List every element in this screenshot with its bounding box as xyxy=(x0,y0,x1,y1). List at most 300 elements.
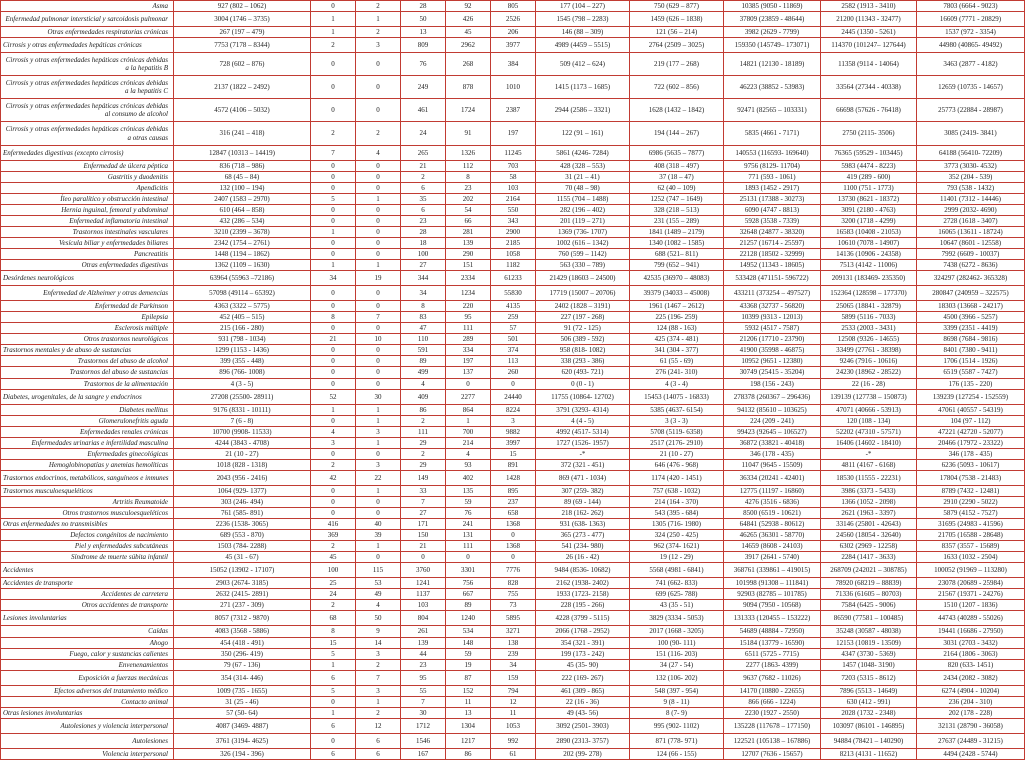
cell: 6 xyxy=(311,670,356,685)
cell: 34 xyxy=(491,659,536,670)
cell: 461 xyxy=(401,99,446,122)
table-row xyxy=(1,541,1025,552)
cell: 12775 (11197 - 16860) xyxy=(724,485,821,496)
cell: 13 xyxy=(446,707,491,718)
cell: 0 xyxy=(311,345,356,356)
cell: 10 xyxy=(356,334,401,345)
cell: 5895 xyxy=(491,611,536,626)
cell: 699 (625- 788) xyxy=(630,589,724,600)
cell: 55830 xyxy=(491,286,536,301)
cell: 425 (374 - 481) xyxy=(630,334,724,345)
cell: 22128 (18502 - 32999) xyxy=(724,248,821,259)
row-label: Cirrosis y otras enfermedades hepáticas crónicas debidas a otras causas xyxy=(1,122,174,145)
table-row xyxy=(1,626,1025,637)
cell: 289 xyxy=(446,334,491,345)
cell: 149 xyxy=(401,470,446,485)
cell: 135 xyxy=(446,485,491,496)
cell: 94884 (78421 – 140290) xyxy=(821,733,917,748)
table-row xyxy=(1,648,1025,659)
table-row xyxy=(1,248,1025,259)
table-row xyxy=(1,563,1025,578)
cell: 7 xyxy=(356,670,401,685)
table-row xyxy=(1,696,1025,707)
cell: 30 xyxy=(356,389,401,404)
cell: 0 xyxy=(356,367,401,378)
cell: 2407 (1583 – 2970) xyxy=(174,193,311,204)
cell: 303 (246- 494) xyxy=(174,496,311,507)
cell: 214 (164 - 370) xyxy=(630,496,724,507)
cell: 2277 (1863- 4399) xyxy=(724,659,821,670)
cell: 278378 (260367 – 296436) xyxy=(724,389,821,404)
cell: 15 xyxy=(491,448,536,459)
cell: 307 (259- 382) xyxy=(536,485,630,496)
cell: 7896 (5513 - 14649) xyxy=(821,685,917,696)
cell: 2764 (2509 – 3025) xyxy=(630,38,724,53)
cell: 1058 xyxy=(491,248,536,259)
row-label: Cirrosis y otras enfermedades hepáticas crónicas debidas al consumo de alcohol xyxy=(1,99,174,122)
cell: 24230 (18962 - 28522) xyxy=(821,367,917,378)
cell: 864 xyxy=(446,404,491,415)
cell: 703 xyxy=(491,160,536,171)
cell: 3997 xyxy=(491,437,536,448)
cell: 176 (135 - 220) xyxy=(917,378,1025,389)
cell: 0 xyxy=(311,215,356,226)
table-row xyxy=(1,685,1025,696)
cell: 454 (418 - 491) xyxy=(174,637,311,648)
table-row xyxy=(1,600,1025,611)
cell: 793 (538 - 1432) xyxy=(917,182,1025,193)
cell: 21257 (16714 - 25597) xyxy=(724,237,821,248)
cell: 86 xyxy=(401,404,446,415)
row-label: Trastornos musculoesqueléticos xyxy=(1,485,174,496)
cell: 343 xyxy=(491,215,536,226)
cell: 2277 xyxy=(446,389,491,404)
cell: 1 xyxy=(356,485,401,496)
table-row xyxy=(1,530,1025,541)
cell: 3 xyxy=(356,459,401,470)
cell: 533428 (471151- 596722) xyxy=(724,271,821,286)
cell: 14 xyxy=(356,637,401,648)
cell: 152 xyxy=(446,685,491,696)
cell: 2 xyxy=(311,459,356,470)
cell: 202 xyxy=(446,193,491,204)
cell: 44 xyxy=(401,648,446,659)
cell: 3092 (2501- 3903) xyxy=(536,718,630,733)
cell: 0 xyxy=(311,248,356,259)
cell: 24 xyxy=(311,589,356,600)
cell: -* xyxy=(821,448,917,459)
table-row xyxy=(1,415,1025,426)
table-row xyxy=(1,286,1025,301)
cell: 341 (304 - 377) xyxy=(630,345,724,356)
cell: 2402 (1828 – 3191) xyxy=(536,301,630,312)
row-label: Enfermedad de Parkinson xyxy=(1,301,174,312)
cell: 326 (194 - 396) xyxy=(174,748,311,759)
cell: 45 (35- 90) xyxy=(536,659,630,670)
cell: 197 xyxy=(446,356,491,367)
cell: 43 (35 - 51) xyxy=(630,600,724,611)
row-label: Defectos congénitos de nacimiento xyxy=(1,530,174,541)
cell: 49 xyxy=(356,589,401,600)
cell: 1002 (616 – 1342) xyxy=(536,237,630,248)
cell: 59 xyxy=(446,496,491,507)
cell: 231 (155 – 289) xyxy=(630,215,724,226)
cell: 927 (802 – 1062) xyxy=(174,1,311,12)
table-row xyxy=(1,378,1025,389)
cell: 6 xyxy=(401,204,446,215)
cell: 290 xyxy=(446,248,491,259)
cell: 8 xyxy=(401,301,446,312)
row-label: Otras enfermedades no transmisibles xyxy=(1,519,174,530)
cell: 21 xyxy=(401,541,446,552)
cell: 138 xyxy=(491,637,536,648)
row-label: Enfermedad de Alzheimer y otras demencias xyxy=(1,286,174,301)
cell: 1 xyxy=(311,404,356,415)
cell: 94132 (85610 – 103625) xyxy=(724,404,821,415)
row-label: Accidentes de carretera xyxy=(1,589,174,600)
cell: 2 xyxy=(401,415,446,426)
cell: 7513 (4142 - 11006) xyxy=(821,260,917,271)
cell: 8 (7- 9) xyxy=(630,707,724,718)
cell: 27 xyxy=(401,508,446,519)
cell: 92903 (82785 – 101785) xyxy=(724,589,821,600)
cell: 3271 xyxy=(491,626,536,637)
cell: 121 (56 – 214) xyxy=(630,27,724,38)
cell: 112 xyxy=(446,160,491,171)
cell: 1537 (972 - 3354) xyxy=(917,27,1025,38)
cell: 354 (321 - 391) xyxy=(536,637,630,648)
cell: 2728 (1618 - 3407) xyxy=(917,215,1025,226)
cell: 1155 (704 – 1488) xyxy=(536,193,630,204)
cell: 15184 (13779 - 16590) xyxy=(724,637,821,648)
cell: 2 xyxy=(356,659,401,670)
cell: 799 (652 – 941) xyxy=(630,260,724,271)
cell: 10399 (9313 - 12013) xyxy=(724,312,821,323)
cell: 10610 (7078 - 14907) xyxy=(821,237,917,248)
cell: 630 (412 - 991) xyxy=(821,696,917,707)
cell: 0 xyxy=(311,76,356,99)
cell: 958 (818- 1082) xyxy=(536,345,630,356)
cell: 0 xyxy=(401,552,446,563)
cell: 53 xyxy=(356,578,401,589)
cell: 91 xyxy=(446,122,491,145)
cell: 728 (602 – 876) xyxy=(174,53,311,76)
cell: 5385 (4637- 6154) xyxy=(630,404,724,415)
row-label: Hernia inguinal, femoral y abdominal xyxy=(1,204,174,215)
cell: 931 (798 - 1034) xyxy=(174,334,311,345)
cell: 139 xyxy=(446,237,491,248)
cell: 14136 (10906 - 24358) xyxy=(821,248,917,259)
cell: 402 xyxy=(446,470,491,485)
cell: 40 xyxy=(356,519,401,530)
cell: 3 xyxy=(356,426,401,437)
cell: 29 xyxy=(401,437,446,448)
cell: 0 xyxy=(311,53,356,76)
cell: 31 (21 – 41) xyxy=(536,171,630,182)
cell: 202 (178 - 228) xyxy=(917,707,1025,718)
row-label: Lesiones involuntarias xyxy=(1,611,174,626)
cell: 100 xyxy=(401,248,446,259)
cell: 30 xyxy=(401,707,446,718)
cell: 820 (633- 1451) xyxy=(917,659,1025,670)
table-row xyxy=(1,748,1025,759)
cell: 1633 (1032 - 2504) xyxy=(917,552,1025,563)
cell: 68 (45 – 84) xyxy=(174,171,311,182)
row-label: Enfermedad inflamatoria intestinal xyxy=(1,215,174,226)
cell: 3031 (2703 - 3432) xyxy=(917,637,1025,648)
cell: 416 xyxy=(311,519,356,530)
cell: 0 xyxy=(311,415,356,426)
cell: 1304 xyxy=(446,718,491,733)
cell: 3399 (2351 - 4419) xyxy=(917,323,1025,334)
cell: 115 xyxy=(356,563,401,578)
table-row xyxy=(1,552,1025,563)
cell: 689 (553 - 870) xyxy=(174,530,311,541)
cell: 1 xyxy=(356,12,401,27)
row-label: Íleo paralítico y obstrucción intestinal xyxy=(1,193,174,204)
cell: 171 xyxy=(401,519,446,530)
row-label: Exposición a fuerzas mecánicas xyxy=(1,670,174,685)
cell: 282 (196 – 402) xyxy=(536,204,630,215)
cell: 10700 (9908- 11533) xyxy=(174,426,311,437)
cell: 1628 (1432 – 1842) xyxy=(630,99,724,122)
cell: 33499 (27761 - 38398) xyxy=(821,345,917,356)
cell: 419 (289 - 600) xyxy=(821,171,917,182)
cell: 9484 (8536- 10682) xyxy=(536,563,630,578)
cell: 1503 (784- 2288) xyxy=(174,541,311,552)
table-row xyxy=(1,707,1025,718)
cell: 13 xyxy=(401,27,446,38)
cell: 76 xyxy=(446,508,491,519)
cell: 4363 (3322 – 5775) xyxy=(174,301,311,312)
cell: 4 xyxy=(401,378,446,389)
cell: 27208 (25500- 28911) xyxy=(174,389,311,404)
table-row xyxy=(1,611,1025,626)
table-row xyxy=(1,301,1025,312)
cell: 2 xyxy=(311,38,356,53)
cell: 2137 (1822 – 2492) xyxy=(174,76,311,99)
cell: 139 xyxy=(401,637,446,648)
cell: 50 xyxy=(356,611,401,626)
cell: 316 (241 – 418) xyxy=(174,122,311,145)
cell: 891 xyxy=(491,459,536,470)
cell: 10952 (9651 - 12380) xyxy=(724,356,821,367)
row-label: Enfermedades digestivas (excepto cirrosis) xyxy=(1,145,174,160)
cell: 3773 (3030- 4532) xyxy=(917,160,1025,171)
row-label: Trastornos del abuso de sustancias xyxy=(1,367,174,378)
cell: 1706 (1514 - 1926) xyxy=(917,356,1025,367)
table-row xyxy=(1,99,1025,122)
cell: 1727 (1526- 1957) xyxy=(536,437,630,448)
cell: 8698 (7684 - 9816) xyxy=(917,334,1025,345)
cell: 76365 (59529 - 103445) xyxy=(821,145,917,160)
cell: 7753 (7178 – 8344) xyxy=(174,38,311,53)
table-row xyxy=(1,470,1025,485)
cell: 0 xyxy=(356,552,401,563)
cell: 755 xyxy=(491,589,536,600)
cell: 1 xyxy=(356,696,401,707)
cell: 58 xyxy=(491,171,536,182)
cell: 103097 (86101 - 146895) xyxy=(821,718,917,733)
cell: 103 xyxy=(401,600,446,611)
row-label: Pancreatitis xyxy=(1,248,174,259)
table-row xyxy=(1,485,1025,496)
row-label: Autolesiones y violencia interpersonal xyxy=(1,718,174,733)
cell: 1241 xyxy=(401,578,446,589)
cell: 12707 (7636 - 15657) xyxy=(724,748,821,759)
cell: 103 xyxy=(491,182,536,193)
cell: 1893 (1452 - 2917) xyxy=(724,182,821,193)
cell: 1712 xyxy=(401,718,446,733)
cell: 878 xyxy=(446,76,491,99)
table-row xyxy=(1,404,1025,415)
row-label: Gastritis y duodenitis xyxy=(1,171,174,182)
cell: 35 xyxy=(401,193,446,204)
cell: 55 xyxy=(401,685,446,696)
cell: 47061 (40557 - 54319) xyxy=(917,404,1025,415)
cell: 828 xyxy=(491,578,536,589)
cell: 19 xyxy=(356,271,401,286)
table-row xyxy=(1,733,1025,748)
cell: 14170 (10880 - 22655) xyxy=(724,685,821,696)
cell: 2 xyxy=(356,1,401,12)
cell: 896 (766- 1008) xyxy=(174,367,311,378)
cell: 5899 (5116 - 7033) xyxy=(821,312,917,323)
cell: 220 xyxy=(446,301,491,312)
cell: 0 xyxy=(356,323,401,334)
cell: 111 xyxy=(401,426,446,437)
cell: 39 xyxy=(356,530,401,541)
cell: 6 xyxy=(356,733,401,748)
cell: 259 xyxy=(491,312,536,323)
cell: 92 xyxy=(446,1,491,12)
cell: 563 (330 – 789) xyxy=(536,260,630,271)
cell: 19441 (16686 - 27950) xyxy=(917,626,1025,637)
table-row xyxy=(1,519,1025,530)
cell: 3986 (3373 - 5433) xyxy=(821,485,917,496)
table-row xyxy=(1,367,1025,378)
cell: 151 (116- 203) xyxy=(630,648,724,659)
cell: 44980 (40865- 49492) xyxy=(917,38,1025,53)
cell: 28 xyxy=(401,226,446,237)
cell: 89 xyxy=(446,600,491,611)
row-label: Artritis Reumatoide xyxy=(1,496,174,507)
table-row xyxy=(1,389,1025,404)
cell: 2434 (2082 - 3082) xyxy=(917,670,1025,685)
cell: 32648 (24877 - 38320) xyxy=(724,226,821,237)
cell: 4494 (2428 - 5744) xyxy=(917,748,1025,759)
cell: 21 (10 - 27) xyxy=(630,448,724,459)
cell: 9246 (7916 - 10616) xyxy=(821,356,917,367)
cell: 408 (318 – 497) xyxy=(630,160,724,171)
cell: 3200 (1718 - 4299) xyxy=(821,215,917,226)
cell: 1299 (1153 - 1436) xyxy=(174,345,311,356)
row-label: Enfermedades ginecológicas xyxy=(1,448,174,459)
table-row xyxy=(1,589,1025,600)
cell: 352 (204 - 539) xyxy=(917,171,1025,182)
cell: 0 xyxy=(356,182,401,193)
cell: 6519 (5587 - 7427) xyxy=(917,367,1025,378)
cell: 99423 (92645 – 106527) xyxy=(724,426,821,437)
cell: 24440 xyxy=(491,389,536,404)
cell: 11 xyxy=(446,696,491,707)
cell: 4 (4 - 5) xyxy=(536,415,630,426)
cell: 995 (902- 1102) xyxy=(630,718,724,733)
cell: 3 xyxy=(356,648,401,659)
cell: 369 xyxy=(311,530,356,541)
cell: 0 xyxy=(491,378,536,389)
cell: 2632 (2415- 2891) xyxy=(174,589,311,600)
cell: 27 xyxy=(401,260,446,271)
cell: 4228 (3799 - 5115) xyxy=(536,611,630,626)
cell: 61 xyxy=(491,748,536,759)
cell: 214 xyxy=(446,437,491,448)
cell: 280847 (240959 – 322575) xyxy=(917,286,1025,301)
cell: 265 xyxy=(401,145,446,160)
cell: 992 xyxy=(491,733,536,748)
cell: 12153 (10819 - 13509) xyxy=(821,637,917,648)
cell: 620 (493- 721) xyxy=(536,367,630,378)
cell: 2 xyxy=(356,122,401,145)
cell: 836 (718 – 986) xyxy=(174,160,311,171)
cell: 9882 xyxy=(491,426,536,437)
cell: 3210 (2399 – 3678) xyxy=(174,226,311,237)
cell: 110 xyxy=(401,334,446,345)
table-row xyxy=(1,76,1025,99)
cell: 6 xyxy=(311,718,356,733)
cell: 3760 xyxy=(401,563,446,578)
cell: 139239 (127254 - 152559) xyxy=(917,389,1025,404)
cell: 428 (328 – 553) xyxy=(536,160,630,171)
cell: 4 xyxy=(356,600,401,611)
row-label: Ahogo xyxy=(1,637,174,648)
cell: 2 xyxy=(356,27,401,38)
cell: 2 xyxy=(401,448,446,459)
cell: 4572 (4106 – 5032) xyxy=(174,99,311,122)
cell: 0 xyxy=(311,301,356,312)
cell: 328 (218 – 513) xyxy=(630,204,724,215)
cell: 761 (585- 891) xyxy=(174,508,311,519)
cell: 23 xyxy=(401,215,446,226)
cell: 14821 (12130 - 18189) xyxy=(724,53,821,76)
cell: 5568 (4981 - 6841) xyxy=(630,563,724,578)
cell: 344 xyxy=(401,271,446,286)
table-row xyxy=(1,718,1025,733)
cell: 9094 (7950 - 10568) xyxy=(724,600,821,611)
cell: 499 xyxy=(401,367,446,378)
cell: 21 xyxy=(401,160,446,171)
cell: 0 xyxy=(311,485,356,496)
cell: 19 xyxy=(446,659,491,670)
cell: 12508 (9326 - 14655) xyxy=(821,334,917,345)
cell: 34 xyxy=(401,286,446,301)
cell: 1 xyxy=(356,541,401,552)
cell: 5879 (4152 - 7527) xyxy=(917,508,1025,519)
cell: 432 (286 – 534) xyxy=(174,215,311,226)
cell: 1018 (828 - 1318) xyxy=(174,459,311,470)
cell: 804 xyxy=(401,611,446,626)
cell: 17804 (7538 - 21483) xyxy=(917,470,1025,485)
cell: 2 xyxy=(311,600,356,611)
cell: 1182 xyxy=(491,260,536,271)
cell: 139139 (127738 – 150873) xyxy=(821,389,917,404)
cell: 228 (195 - 266) xyxy=(536,600,630,611)
cell: 426 xyxy=(446,12,491,27)
cell: 368761 (339861 – 419015) xyxy=(724,563,821,578)
cell: 104 (97 - 112) xyxy=(917,415,1025,426)
cell: 30749 (25415 - 35204) xyxy=(724,367,821,378)
row-label: Cirrosis y otras enfermedades hepáticas crónicas xyxy=(1,38,174,53)
